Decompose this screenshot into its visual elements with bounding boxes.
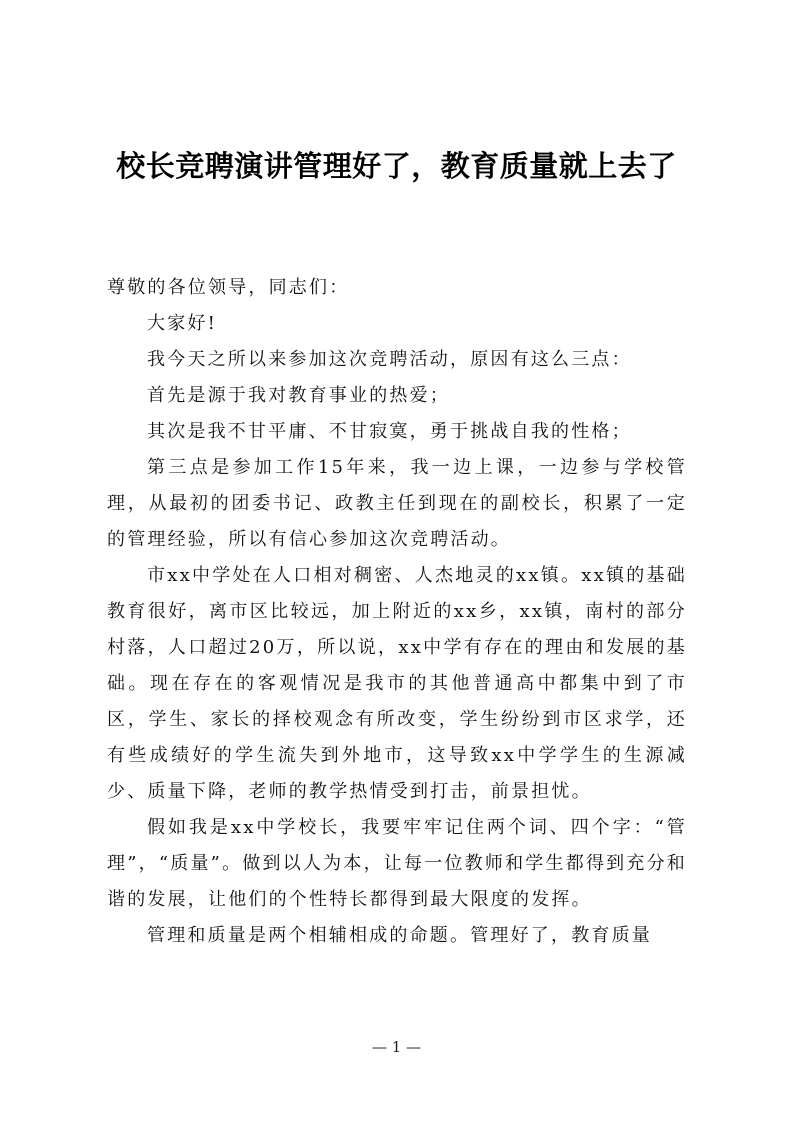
- paragraph: 大家好!: [147, 313, 218, 334]
- paragraph: 其次是我不甘平庸、不甘寂寞，勇于挑战自我的性格；: [147, 421, 632, 442]
- paragraph: 我今天之所以来参加这次竞聘活动，原因有这么三点：: [147, 349, 632, 370]
- paragraph: 市xx中学处在人口相对稠密、人杰地灵的xx镇。xx镇的基础教育很好，离市区比较远，加上附近的xx乡，xx镇，南村的部分村落，人口超过20万，所以说，xx中学有存在的理由和发展的基础。现在存在的客观情况是我市的其他普通高中都集中到了市区，学生、家长的择校观念有所改变，学生纷纷到市区求学，还有些成绩好的学生流失到外地市，这导致xx中学学生的生源减少、质量下降，老师的教学热情受到打击，前景担忧。: [107, 565, 687, 802]
- paragraph: 首先是源于我对教育事业的热爱；: [147, 385, 450, 406]
- document-body: [107, 270, 687, 954]
- salutation: 尊敬的各位领导，同志们：: [107, 277, 350, 298]
- document-title: 校长竞聘演讲管理好了，教育质量就上去了: [116, 149, 677, 183]
- paragraph: 管理和质量是两个相辅相成的命题。管理好了，教育质量: [147, 925, 652, 946]
- page-number: — 1 —: [371, 1038, 422, 1056]
- paragraph: 第三点是参加工作15年来，我一边上课，一边参与学校管理，从最初的团委书记、政教主任到现在的副校长，积累了一定的管理经验，所以有信心参加这次竞聘活动。: [107, 457, 687, 550]
- paragraph: 假如我是xx中学校长，我要牢牢记住两个词、四个字：“管理”，“质量”。做到以人为本，让每一位教师和学生都得到充分和谐的发展，让他们的个性特长都得到最大限度的发挥。: [107, 817, 687, 910]
